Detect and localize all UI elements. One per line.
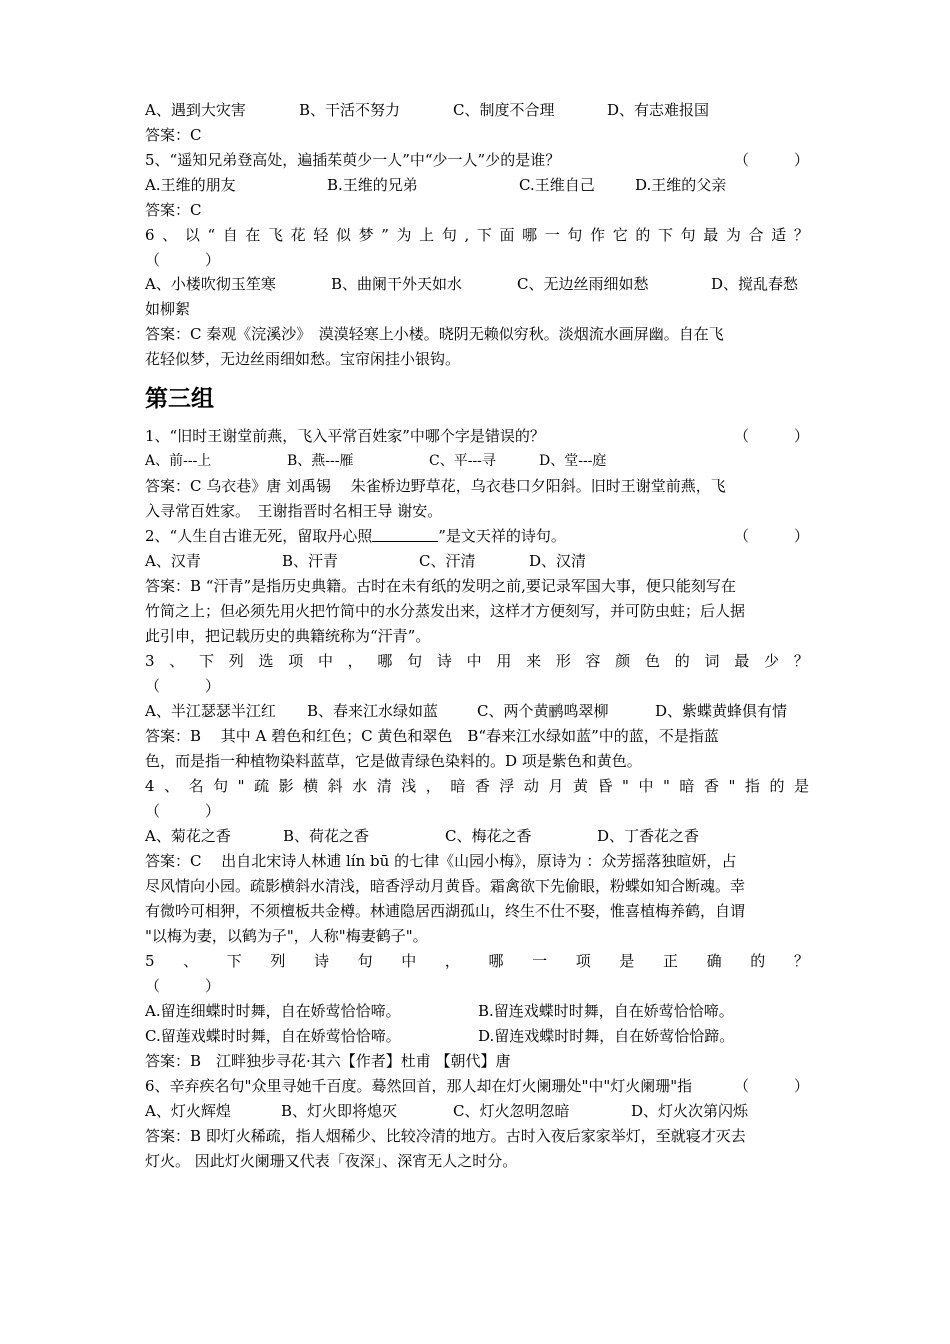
answer-line: 答案：C 出自北宋诗人林逋 lín bū 的七律《山园小梅》，原诗为 ：众芳摇落独暄妍，占: [145, 852, 737, 870]
options-row: [145, 173, 809, 198]
option-a: A.留连细蝶时时舞，自在娇莺恰恰啼。: [145, 1002, 401, 1020]
answer-line: "以梅为妻，以鹤为子"，人称"梅妻鹤子"。: [145, 927, 428, 945]
answer-blank: （ ）: [733, 427, 809, 445]
answer-line: 答案：B 即灯火稀疏，指人烟稀少、比较冷清的地方。古时入夜后家家举灯，至就寝才灭去: [145, 1127, 746, 1145]
answer-blank: （ ）: [733, 527, 809, 545]
answer-line: 入寻常百姓家。 王谢指晋时名相王导 谢安。: [145, 502, 443, 520]
option-b: B.王维的兄弟: [327, 176, 418, 194]
option-d: D、灯火次第闪烁: [631, 1102, 749, 1120]
answer-line: 此引申，把记载历史的典籍统称为“汗青”。: [145, 627, 431, 645]
option-d: D、搅乱春愁: [711, 275, 799, 293]
option-b: B、燕---雁: [287, 453, 354, 469]
option-a: A.王维的朋友: [145, 176, 236, 194]
section-heading: 第三组: [145, 386, 214, 412]
option-c: C.留莲戏蝶时时舞，自在娇莺恰恰啼。: [145, 1027, 401, 1045]
answer-line: 答案：B “汗青”是指历史典籍。古时在未有纸的发明之前,要记录军国大事，便只能刻写在: [145, 577, 736, 595]
option-a: A、遇到大灾害: [145, 101, 246, 119]
question-line: [145, 774, 809, 799]
option-c: C、汗清: [419, 552, 476, 570]
answer-line: 答案：C 秦观《浣溪沙》 漠漠轻寒上小楼。晓阴无赖似穷秋。淡烟流水画屏幽。自在飞: [145, 325, 724, 343]
option-b: B、曲阑干外天如水: [331, 275, 463, 293]
option-c: C、灯火忽明忽暗: [453, 1102, 570, 1120]
option-d: D、丁香花之香: [597, 827, 700, 845]
question-text: 5、“遥知兄弟登高处，遍插茱萸少一人”中“少一人”少的是谁？: [145, 151, 561, 169]
option-d: D、堂---庭: [539, 453, 607, 469]
answer-blank: （ ）: [145, 802, 221, 820]
option-d: D、有志难报国: [607, 101, 710, 119]
answer-line: 色，而是指一种植物染料蓝草，它是做青绿色染料的。D 项是紫色和黄色。: [145, 752, 642, 770]
question-line: [145, 524, 809, 549]
option-continuation: 如柳絮: [145, 300, 191, 318]
option-c: C、制度不合理: [453, 101, 555, 119]
answer-line: 花轻似梦，无边丝雨细如愁。宝帘闲挂小银钩。: [145, 350, 461, 368]
option-d: D、汉清: [529, 552, 587, 570]
option-c: C、无边丝雨细如愁: [517, 275, 649, 293]
options-row: [145, 272, 809, 297]
option-d: D.留连戏蝶时时舞，自在娇莺恰恰蹄。: [478, 1027, 735, 1045]
options-row: [145, 98, 809, 123]
question-line: [145, 148, 809, 173]
answer-line: 竹简之上；但必须先用火把竹简中的水分蒸发出来，这样才方便刻写，并可防虫蛀；后人据: [145, 602, 746, 620]
option-d: D、紫蝶黄蜂俱有情: [655, 702, 788, 720]
option-b: B、干活不努力: [299, 101, 401, 119]
question-text: 3 、 下 列 选 项 中 ， 哪 句 诗 中 用 来 形 容 颜 色 的 词 最 少 ？: [145, 652, 809, 670]
option-c: C.王维自己: [519, 176, 595, 194]
answer-line: 答案：C: [145, 126, 202, 144]
option-b: B、灯火即将熄灭: [281, 1102, 398, 1120]
question-text: 1、“旧时王谢堂前燕，飞入平常百姓家”中哪个字是错误的？: [145, 427, 545, 445]
answer-line: 答案：B 江畔独步寻花·其六【作者】杜甫 【朝代】唐: [145, 1052, 511, 1070]
question-text: 5 、 下 列 诗 句 中 ， 哪 一 项 是 正 确 的 ？: [145, 952, 809, 970]
options-row: [145, 549, 809, 574]
answer-blank: （ ）: [733, 1077, 809, 1095]
answer-line: 答案：C: [145, 201, 202, 219]
option-a: A、小楼吹彻玉笙寒: [145, 275, 276, 293]
question-text: 6、辛弃疾名句"众里寻她千百度。蓦然回首，那人却在灯火阑珊处"中"灯火阑珊"指: [145, 1077, 693, 1095]
option-b: B、荷花之香: [283, 827, 370, 845]
option-b: B.留连戏蝶时时舞，自在娇莺恰恰啼。: [478, 1002, 734, 1020]
options-row: [145, 449, 809, 474]
option-c: C、梅花之香: [445, 827, 532, 845]
option-a: A、菊花之香: [145, 827, 231, 845]
question-text-start: 2、“人生自古谁无死，留取丹心照: [145, 527, 373, 545]
options-row: [145, 999, 809, 1024]
answer-line: 答案：B 其中 A 碧色和红色；C 黄色和翠色 B“春来江水绿如蓝”中的蓝，不是指蓝: [145, 727, 719, 745]
answer-blank: （ ）: [145, 977, 221, 995]
answer-blank: （ ）: [145, 677, 221, 695]
answer-line: 尽风情向小园。疏影横斜水清浅，暗香浮动月黄昏。霜禽欲下先偷眼，粉蝶如知合断魂。幸: [145, 877, 746, 895]
option-c: C、平---寻: [429, 453, 496, 469]
question-line: [145, 649, 809, 674]
question-line: [145, 949, 809, 974]
question-text-end: ”是文天祥的诗句。: [438, 527, 566, 545]
question-text: 4 、 名 句 " 疏 影 横 斜 水 清 浅 ， 暗 香 浮 动 月 黄 昏 " 中 " 暗 香 " 指 的 是: [145, 777, 809, 795]
fill-blank: [372, 525, 438, 542]
options-row: [145, 699, 809, 724]
answer-line: 答案：C 乌衣巷》唐 刘禹锡 朱雀桥边野草花，乌衣巷口夕阳斜。旧时王谢堂前燕，飞: [145, 477, 726, 495]
option-a: A、前---上: [145, 453, 212, 469]
options-row: [145, 824, 809, 849]
answer-line: 有微吟可相狎，不须檀板共金樽。林逋隐居西湖孤山，终生不仕不娶，惟喜植梅养鹤，自谓: [145, 902, 746, 920]
option-a: A、汉青: [145, 552, 201, 570]
option-d: D.王维的父亲: [635, 176, 727, 194]
answer-line: 灯火。 因此灯火阑珊又代表「夜深」、深宵无人之时分。: [145, 1152, 518, 1170]
answer-blank: （ ）: [145, 251, 221, 269]
option-b: B、春来江水绿如蓝: [307, 702, 439, 720]
question-line: [145, 223, 809, 248]
answer-blank: （ ）: [733, 151, 809, 169]
document-page: [145, 98, 809, 1174]
option-a: A、半江瑟瑟半江红: [145, 702, 276, 720]
question-line: [145, 424, 809, 449]
option-c: C、两个黄鹂鸣翠柳: [477, 702, 609, 720]
options-row: [145, 1099, 809, 1124]
options-row: [145, 1024, 809, 1049]
question-line: [145, 1074, 809, 1099]
option-a: A、灯火辉煌: [145, 1102, 231, 1120]
option-b: B、汗青: [282, 552, 339, 570]
question-text: 6 、 以 “ 自 在 飞 花 轻 似 梦 ” 为 上 句 , 下 面 哪 一 句 作 它 的 下 句 最 为 合 适 ？: [145, 226, 809, 244]
